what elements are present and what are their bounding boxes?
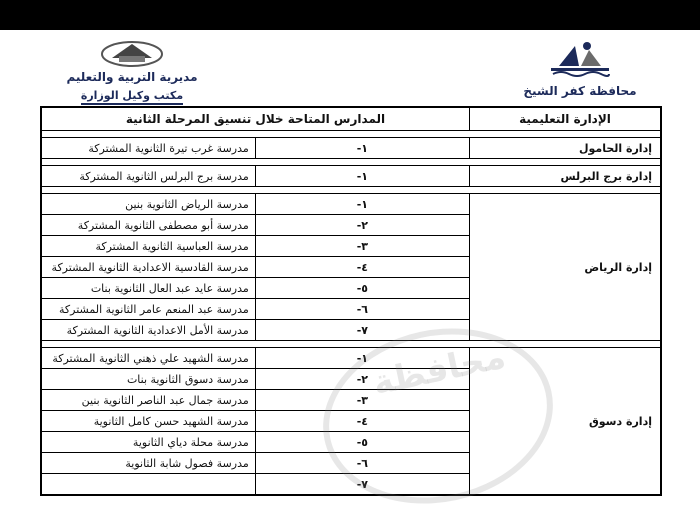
deputy-office-name: مكتب وكيل الوزارة <box>81 89 183 105</box>
schools-table <box>40 106 662 496</box>
school-name-cell: مدرسة دسوق الثانوية بنات <box>41 369 255 390</box>
table-row <box>41 194 661 215</box>
school-number-cell: ٤- <box>255 257 469 278</box>
directorate-header <box>32 38 232 105</box>
table-gap-row <box>41 341 661 348</box>
table-row <box>41 166 661 187</box>
table-gap-row <box>41 187 661 194</box>
directorate-name: مديرية التربية والتعليم <box>66 70 198 84</box>
school-number-cell: ٣- <box>255 236 469 257</box>
school-name-cell: مدرسة عايد عبد العال الثانوية بنات <box>41 278 255 299</box>
schools-column-header: المدارس المتاحة خلال تنسيق المرحلة الثانية <box>41 107 470 131</box>
school-name-cell: مدرسة الأمل الاعدادية الثانوية المشتركة <box>41 320 255 341</box>
school-name-cell: مدرسة محلة دياي الثانوية <box>41 432 255 453</box>
admin-cell: إدارة الحامول <box>470 138 662 159</box>
school-number-cell: ١- <box>255 166 469 187</box>
school-name-cell: مدرسة الرياض الثانوية بنين <box>41 194 255 215</box>
school-number-cell: ٧- <box>255 320 469 341</box>
school-name-cell: مدرسة جمال عبد الناصر الثانوية بنين <box>41 390 255 411</box>
governorate-name: محافظة كفر الشيخ <box>523 84 637 98</box>
admin-cell: إدارة الرياض <box>470 194 662 341</box>
school-name-cell <box>41 474 255 496</box>
table-gap-row <box>41 159 661 166</box>
school-number-cell: ١- <box>255 348 469 369</box>
school-number-cell: ٢- <box>255 215 469 236</box>
school-name-cell: مدرسة غرب تيرة الثانوية المشتركة <box>41 138 255 159</box>
ministry-logo-icon <box>97 38 167 70</box>
gap-cell <box>41 187 661 194</box>
school-number-cell: ٥- <box>255 278 469 299</box>
school-number-cell: ٧- <box>255 474 469 496</box>
school-number-cell: ٢- <box>255 369 469 390</box>
admin-cell: إدارة برج البرلس <box>470 166 662 187</box>
table-gap-row <box>41 131 661 138</box>
school-name-cell: مدرسة الشهيد حسن كامل الثانوية <box>41 411 255 432</box>
governorate-logo-icon <box>545 38 615 82</box>
admin-column-header: الإدارة التعليمية <box>470 107 662 131</box>
table-row <box>41 348 661 369</box>
governorate-header <box>490 38 670 98</box>
admin-cell: إدارة دسوق <box>470 348 662 496</box>
top-black-bar <box>0 0 700 30</box>
gap-cell <box>41 131 661 138</box>
school-number-cell: ١- <box>255 194 469 215</box>
school-name-cell: مدرسة القادسية الاعدادية الثانوية المشتركة <box>41 257 255 278</box>
school-name-cell: مدرسة فصول شابة الثانوية <box>41 453 255 474</box>
school-number-cell: ٦- <box>255 299 469 320</box>
stamp-watermark-text: محافظة <box>369 336 510 404</box>
school-name-cell: مدرسة العباسية الثانوية المشتركة <box>41 236 255 257</box>
school-name-cell: مدرسة برج البرلس الثانوية المشتركة <box>41 166 255 187</box>
school-number-cell: ٥- <box>255 432 469 453</box>
school-name-cell: مدرسة الشهيد علي ذهني الثانوية المشتركة <box>41 348 255 369</box>
gap-cell <box>41 159 661 166</box>
table-header-row <box>41 107 661 131</box>
school-number-cell: ٣- <box>255 390 469 411</box>
gap-cell <box>41 341 661 348</box>
school-number-cell: ٤- <box>255 411 469 432</box>
school-name-cell: مدرسة عبد المنعم عامر الثانوية المشتركة <box>41 299 255 320</box>
table-row <box>41 138 661 159</box>
document-page <box>22 30 678 491</box>
school-name-cell: مدرسة أبو مصطفى الثانوية المشتركة <box>41 215 255 236</box>
school-number-cell: ٦- <box>255 453 469 474</box>
school-number-cell: ١- <box>255 138 469 159</box>
